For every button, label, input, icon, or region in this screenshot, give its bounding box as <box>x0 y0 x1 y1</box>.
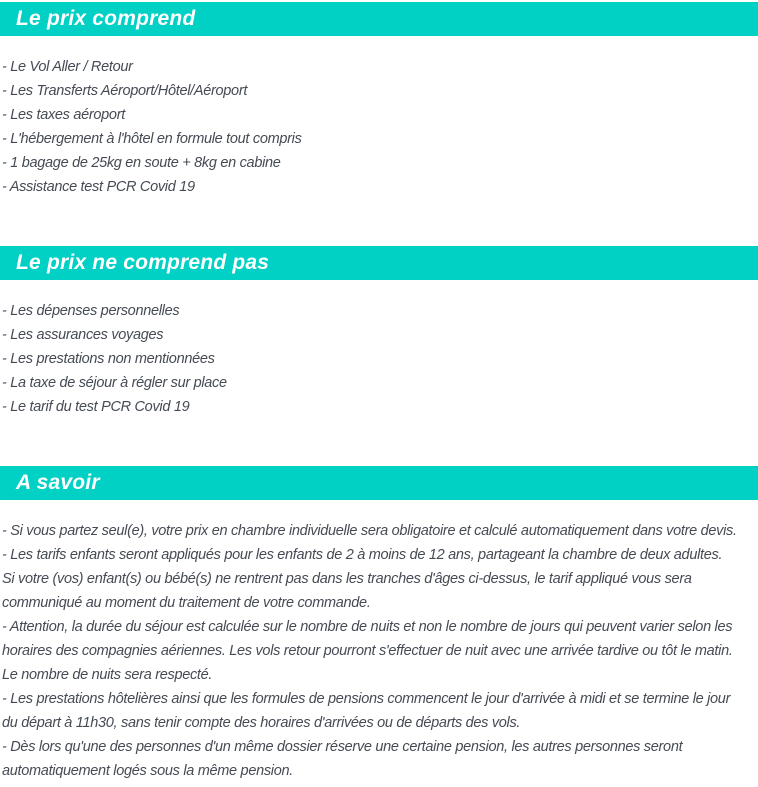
note-line: - Attention, la durée du séjour est calculée sur le nombre de nuits et non le nombre de jours qui peuvent varier selon les <box>2 619 733 635</box>
note-line: automatiquement logés sous la même pension. <box>2 763 293 779</box>
note-line: du départ à 11h30, sans tenir compte des horaires d'arrivées ou de départs des vols. <box>2 715 521 731</box>
list-item: - Les assurances voyages <box>2 327 164 343</box>
note-line: Si votre (vos) enfant(s) ou bébé(s) ne rentrent pas dans les tranches d'âges ci-dessus, le tarif appliqué vous sera <box>2 571 692 587</box>
list-item: - La taxe de séjour à régler sur place <box>2 375 227 391</box>
list-item: - Assistance test PCR Covid 19 <box>2 179 195 195</box>
section-le-prix-ne-comprend-pas <box>0 246 758 419</box>
section-list-included <box>0 55 758 199</box>
section-title-a-savoir: A savoir <box>16 471 100 494</box>
section-list-not-included <box>0 299 758 419</box>
note-line: horaires des compagnies aériennes. Les vols retour pourront s'effectuer de nuit avec une arrivée tardive ou tôt le matin. <box>2 643 733 659</box>
note-line: Le nombre de nuits sera respecté. <box>2 667 213 683</box>
section-header-bar <box>0 466 758 500</box>
section-le-prix-comprend <box>0 2 758 199</box>
note-line: - Si vous partez seul(e), votre prix en chambre individuelle sera obligatoire et calculé automatiquement dans votre devis. <box>2 523 737 539</box>
list-item: - Le tarif du test PCR Covid 19 <box>2 399 190 415</box>
note-line: - Les prestations hôtelières ainsi que les formules de pensions commencent le jour d'arrivée à midi et se termine le jour <box>2 691 731 707</box>
list-item: - Les Transferts Aéroport/Hôtel/Aéroport <box>2 83 248 99</box>
list-item: - Les taxes aéroport <box>2 107 125 123</box>
section-a-savoir <box>0 466 758 783</box>
list-item: - Les dépenses personnelles <box>2 303 180 319</box>
section-title-le-prix-comprend: Le prix comprend <box>16 7 196 30</box>
note-line: communiqué au moment du traitement de votre commande. <box>2 595 371 611</box>
list-item: - Le Vol Aller / Retour <box>2 59 133 75</box>
note-line: - Dès lors qu'une des personnes d'un même dossier réserve une certaine pension, les autres personnes seront <box>2 739 683 755</box>
section-notes-text <box>0 519 758 783</box>
section-header-bar <box>0 2 758 36</box>
note-line: - Les tarifs enfants seront appliqués pour les enfants de 2 à moins de 12 ans, partageant la chambre de deux adultes. <box>2 547 723 563</box>
list-item: - L'hébergement à l'hôtel en formule tout compris <box>2 131 302 147</box>
list-item: - Les prestations non mentionnées <box>2 351 215 367</box>
section-title-le-prix-ne-comprend-pas: Le prix ne comprend pas <box>16 251 270 274</box>
list-item: - 1 bagage de 25kg en soute + 8kg en cabine <box>2 155 281 171</box>
section-header-bar <box>0 246 758 280</box>
